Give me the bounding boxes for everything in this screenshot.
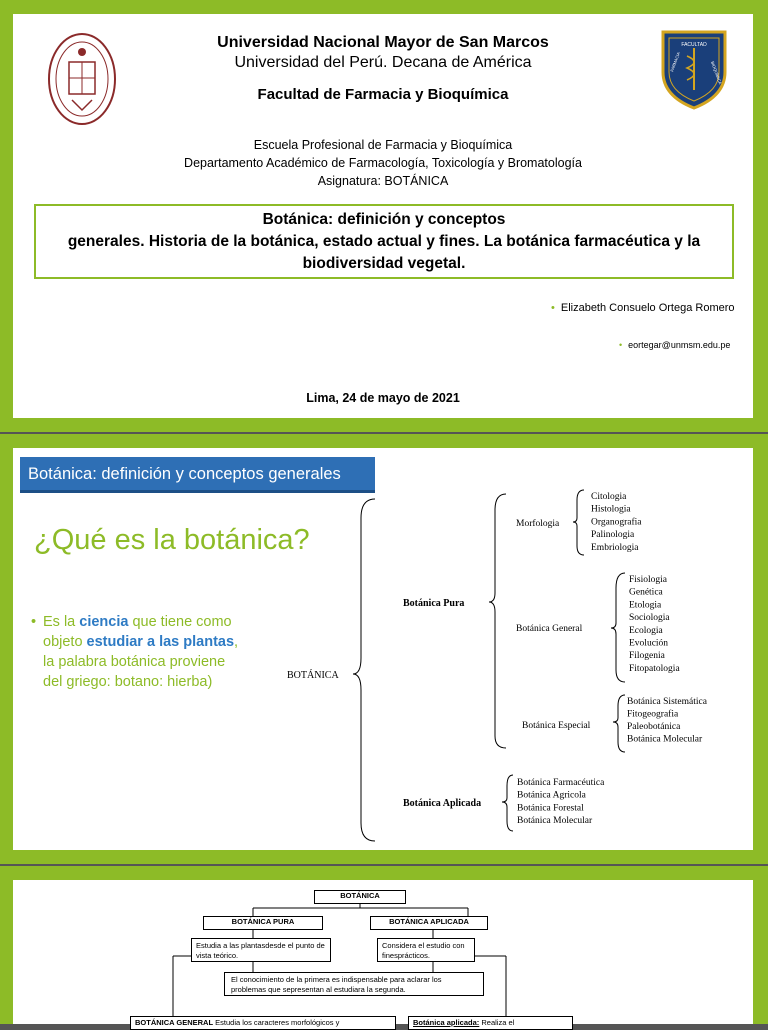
tree-leaf-item: Botánica Molecular bbox=[627, 734, 703, 745]
bullet-icon: • bbox=[31, 614, 37, 630]
school-name: Escuela Profesional de Farmacia y Bioquímica bbox=[253, 138, 513, 152]
shield-label-top: FACULTAD bbox=[681, 42, 707, 48]
topic-line-1: Botánica: definición y conceptos bbox=[262, 211, 506, 228]
flow-aplicada2-text: Realiza el bbox=[481, 1018, 515, 1027]
tree-general-label: Botánica General bbox=[516, 624, 583, 634]
flow-aplicada: BOTÁNICA APLICADA bbox=[370, 916, 488, 930]
author-email[interactable]: eortegar@unmsm.edu.pe bbox=[628, 340, 731, 350]
tree-leaf-item: Etologia bbox=[629, 600, 662, 611]
aplicada-brace bbox=[502, 775, 513, 831]
slide-title bbox=[0, 0, 768, 432]
tree-leaf-item: Botánica Farmacéutica bbox=[517, 778, 605, 788]
bullet-icon: • bbox=[551, 302, 555, 314]
email-item bbox=[619, 340, 730, 350]
aplicada-items bbox=[517, 778, 605, 826]
tree-leaf-item: Citologia bbox=[591, 492, 627, 502]
tree-root-label: BOTÁNICA bbox=[287, 670, 339, 681]
presentation-date: Lima, 24 de mayo de 2021 bbox=[306, 391, 460, 405]
topic-box bbox=[34, 204, 734, 279]
pura-brace bbox=[489, 494, 506, 748]
faculty-name: Facultad de Farmacia y Bioquímica bbox=[257, 86, 509, 103]
flow-aplicada-desc: Considera el estudio con finesprácticos. bbox=[377, 938, 475, 962]
tree-leaf-item: Embriologia bbox=[591, 542, 639, 553]
topic-line-3: biodiversidad vegetal. bbox=[302, 255, 466, 272]
slide-flowchart-content bbox=[13, 880, 753, 1027]
especial-items bbox=[627, 697, 708, 745]
morfologia-items bbox=[591, 492, 642, 553]
tree-leaf-item: Botánica Forestal bbox=[517, 803, 584, 814]
tree-especial-label: Botánica Especial bbox=[522, 721, 591, 731]
tree-leaf-item: Histologia bbox=[591, 504, 631, 515]
para-middle: que tiene como objeto bbox=[43, 614, 232, 650]
tree-leaf-item: Evolución bbox=[629, 638, 669, 649]
tree-leaf-item: Paleobotánica bbox=[627, 722, 681, 732]
university-subtitle: Universidad del Perú. Decana de América bbox=[234, 54, 532, 71]
slide-flowchart bbox=[0, 866, 768, 1027]
morfologia-brace bbox=[573, 490, 584, 555]
especial-brace bbox=[613, 695, 625, 752]
subject-name: Asignatura: BOTÁNICA bbox=[317, 174, 449, 188]
flow-middle-note: El conocimiento de la primera es indispensable para aclarar los problemas que sepresentan al estudiara la segunda. bbox=[224, 972, 484, 996]
flow-general bbox=[130, 1016, 396, 1030]
keyword-estudiar: estudiar a las plantas bbox=[86, 634, 235, 650]
department-name: Departamento Académico de Farmacología, Toxicología y Bromatología bbox=[184, 156, 582, 170]
keyword-ciencia: ciencia bbox=[79, 614, 129, 630]
shield-label-right: BIOQUÍMICA bbox=[710, 60, 723, 85]
university-name: Universidad Nacional Mayor de San Marcos bbox=[217, 34, 549, 51]
para-prefix: Es la bbox=[43, 614, 80, 630]
tree-leaf-item: Genética bbox=[629, 587, 663, 598]
flow-pura: BOTÁNICA PURA bbox=[203, 916, 323, 930]
slide-definition bbox=[0, 434, 768, 864]
tree-leaf-item: Fisiologia bbox=[629, 575, 668, 585]
question-title: ¿Qué es la botánica? bbox=[34, 524, 310, 556]
tree-leaf-item: Botánica Sistemática bbox=[627, 697, 707, 707]
flow-general-text: Estudia los caracteres morfológicos y bbox=[215, 1018, 340, 1027]
flow-aplicada2 bbox=[408, 1016, 573, 1030]
flow-general-label: BOTÁNICA GENERAL bbox=[135, 1018, 214, 1027]
slide-definition-content bbox=[13, 448, 753, 850]
botany-tree-diagram bbox=[13, 448, 753, 850]
para-suffix: , la palabra botánica proviene del griego: botano: hierba) bbox=[43, 634, 239, 690]
shield-label-left: FARMACIA bbox=[669, 51, 681, 73]
tree-morfologia-label: Morfologia bbox=[516, 519, 560, 529]
tree-leaf-item: Ecologia bbox=[629, 625, 663, 636]
tree-leaf-item: Fitogeografia bbox=[627, 709, 679, 720]
tree-leaf-item: Filogenia bbox=[629, 651, 665, 662]
slide-title-content bbox=[13, 14, 753, 418]
slide-header: Botánica: definición y conceptos generales bbox=[20, 457, 375, 493]
author-name: Elizabeth Consuelo Ortega Romero bbox=[560, 302, 735, 314]
tree-leaf-item: Palinologia bbox=[591, 530, 635, 541]
topic-line-2: generales. Historia de la botánica, estado actual y fines. La botánica farmacéutica y la bbox=[67, 233, 701, 250]
flow-aplicada2-label: Botánica aplicada: bbox=[413, 1018, 480, 1027]
author-item bbox=[551, 302, 735, 314]
root-brace bbox=[353, 499, 375, 841]
tree-pura-label: Botánica Pura bbox=[403, 598, 465, 609]
tree-leaf-item: Fitopatologia bbox=[629, 663, 680, 674]
bullet-icon: • bbox=[619, 340, 623, 350]
tree-aplicada-label: Botánica Aplicada bbox=[403, 798, 482, 809]
faculty-shield-icon bbox=[659, 28, 729, 110]
flow-pura-desc: Estudia a las plantasdesde el punto de vista teórico. bbox=[191, 938, 331, 962]
tree-leaf-item: Organografia bbox=[591, 517, 642, 528]
tree-leaf-item: Botánica Molecular bbox=[517, 816, 593, 827]
tree-leaf-item: Sociologia bbox=[629, 613, 670, 624]
flow-root: BOTÁNICA bbox=[314, 890, 406, 904]
tree-leaf-item: Botánica Agricola bbox=[517, 790, 586, 801]
general-items bbox=[629, 575, 680, 674]
general-brace bbox=[611, 573, 625, 682]
